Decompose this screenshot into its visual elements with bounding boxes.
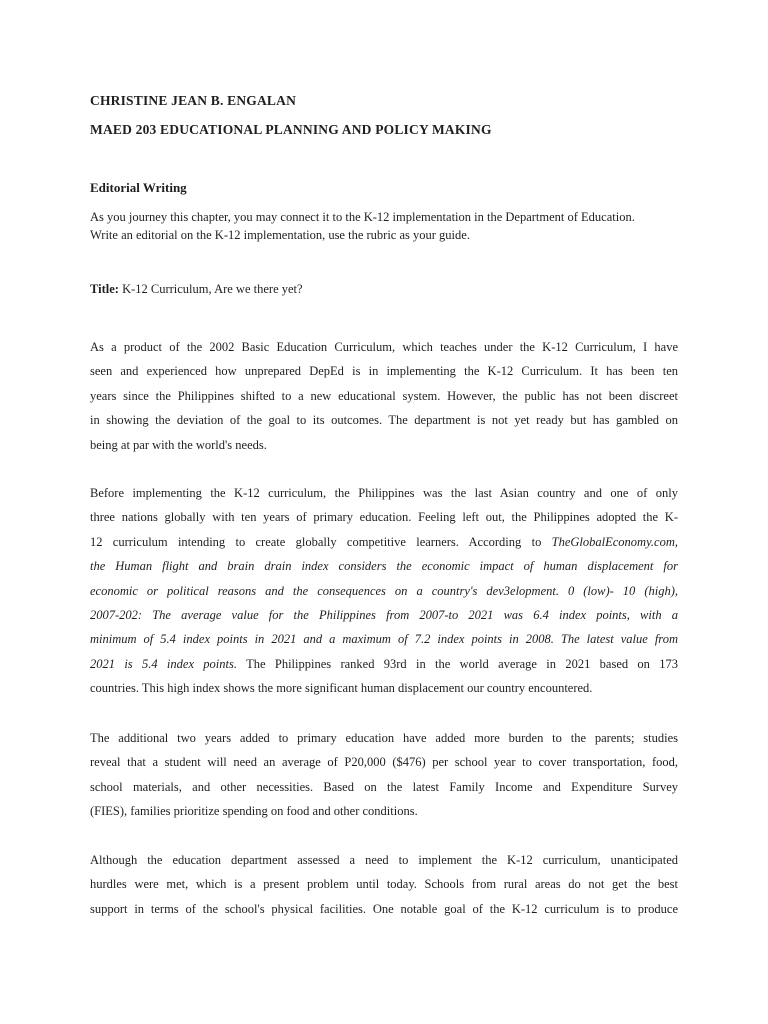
paragraph-4 xyxy=(90,848,678,921)
paragraph-line: support in terms of the school's physical facilities. One notable goal of the K-12 curriculum is to produce xyxy=(90,901,678,916)
paragraph-line xyxy=(90,627,678,651)
paragraph-line: The additional two years added to primary education have added more burden to the parents; studies xyxy=(90,731,678,745)
paragraph-line: school materials, and other necessities. Based on the latest Family Income and Expenditure Survey xyxy=(90,779,678,794)
paragraph-line: countries. This high index shows the more significant human displacement our country encountered. xyxy=(90,681,593,696)
title-label: Title: xyxy=(90,282,119,296)
paragraph-line: Although the education department assessed a need to implement the K-12 curriculum, unanticipated xyxy=(90,853,678,867)
paragraph-line xyxy=(90,603,678,627)
paragraph-line-text: 12 curriculum intending to create globally competitive learners. According to xyxy=(90,534,542,549)
paragraph-1 xyxy=(90,335,678,457)
quoted-text: minimum of 5.4 index points in 2021 and a maximum of 7.2 index points in 2008. The latest value from xyxy=(90,632,678,647)
editorial-title xyxy=(90,282,303,297)
paragraph-line: seen and experienced how unprepared DepEd is in implementing the K-12 Curriculum. It has been ten xyxy=(90,364,678,379)
paragraph-line xyxy=(90,554,678,578)
paragraph-line: reveal that a student will need an average of P20,000 ($476) per school year to cover transportation, food, xyxy=(90,755,678,770)
paragraph-line: three nations globally with ten years of primary education. Feeling left out, the Philippines adopted the K- xyxy=(90,510,678,525)
course-title: MAED 203 EDUCATIONAL PLANNING AND POLICY MAKING xyxy=(90,122,492,137)
title-text: K-12 Curriculum, Are we there yet? xyxy=(122,282,303,296)
paragraph-line-text: The Philippines ranked 93rd in the world average in 2021 based on 173 xyxy=(246,656,679,671)
paragraph-3 xyxy=(90,726,678,824)
quoted-text: 2021 is 5.4 index points. xyxy=(90,656,237,671)
paragraph-line xyxy=(90,579,678,603)
quoted-text: 2007-202: The average value for the Philippines from 2007-to 2021 was 6.4 index points, with a xyxy=(90,607,678,622)
paragraph-line xyxy=(90,652,678,676)
paragraph-line: years since the Philippines shifted to a new educational system. However, the public has not been discreet xyxy=(90,388,678,403)
paragraph-line: in showing the deviation of the goal to its outcomes. The department is not yet ready but has gambled on xyxy=(90,413,678,428)
quoted-text: the Human flight and brain drain index considers the economic impact of human displacement for xyxy=(90,559,678,574)
instructions-text: As you journey this chapter, you may connect it to the K-12 implementation in the Department of Education. Write an editorial on the K-12 implementation, use the rubric as your guide. xyxy=(90,210,635,242)
source-reference: TheGlobalEconomy.com, xyxy=(551,534,679,549)
paragraph-line xyxy=(90,530,678,554)
paragraph-line: (FIES), families prioritize spending on food and other conditions. xyxy=(90,804,418,819)
quoted-text: economic or political reasons and the consequences on a country's dev3elopment. 0 (low)- 10 (high), xyxy=(90,583,678,598)
paragraph-line: As a product of the 2002 Basic Education Curriculum, which teaches under the K-12 Curriculum, I have xyxy=(90,340,678,354)
section-heading: Editorial Writing xyxy=(90,180,187,195)
paragraph-line: hurdles were met, which is a present problem until today. Schools from rural areas do not get the best xyxy=(90,877,678,892)
paragraph-line: Before implementing the K-12 curriculum, the Philippines was the last Asian country and one of only xyxy=(90,486,678,500)
paragraph-line: being at par with the world's needs. xyxy=(90,437,267,452)
paragraph-2 xyxy=(90,481,678,701)
author-name: CHRISTINE JEAN B. ENGALAN xyxy=(90,93,297,108)
